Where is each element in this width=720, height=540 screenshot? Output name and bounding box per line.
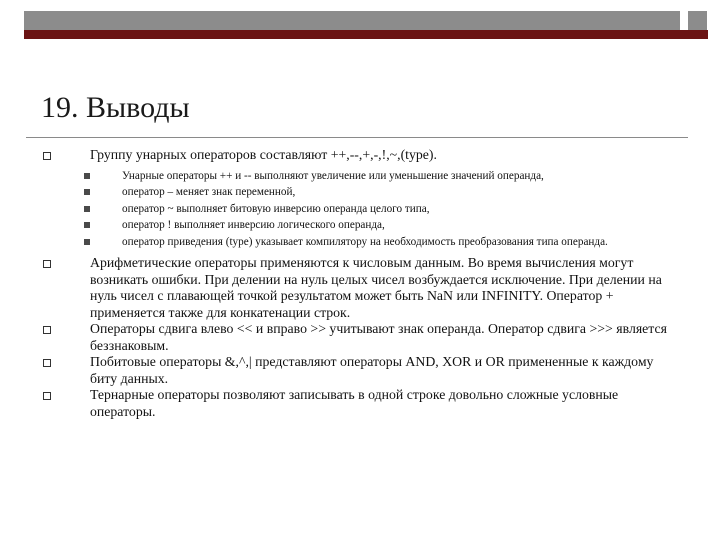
bullet-text: Арифметические операторы применяются к числовым данным. Во время вычисления могут возникать ошибки. При делении на нуль целых чисел возбуждается исключение. При делении на нуль чисел с плавающей точкой результатом может быть NaN или INFINITY. Оператор + применяется также для конкатенации строк. (90, 255, 662, 320)
bullet-text: Операторы сдвига влево << и вправо >> учитывают знак операнда. Оператор сдвига >>> является беззнаковым. (90, 321, 667, 353)
title-divider (26, 137, 688, 138)
bullet-text: Тернарные операторы позволяют записывать в одной строке довольно сложные условные операторы. (90, 387, 619, 419)
slide-body (0, 147, 720, 420)
sub-bullet-item (0, 201, 720, 218)
hollow-square-bullet-icon (43, 152, 51, 160)
sub-bullet-item (0, 168, 720, 185)
bullet-text: Группу унарных операторов составляют ++,--,+,-,!,~,(type). (90, 147, 437, 162)
sub-bullet-text: оператор ~ выполняет битовую инверсию операнда целого типа, (122, 202, 430, 215)
hollow-square-bullet-icon (43, 359, 51, 367)
sub-bullet-item (0, 234, 720, 251)
top-decorative-bar (0, 0, 720, 40)
filled-square-bullet-icon (84, 239, 90, 245)
bullet-point-1 (0, 147, 720, 164)
filled-square-bullet-icon (84, 206, 90, 212)
filled-square-bullet-icon (84, 189, 90, 195)
bullet-point-4 (0, 354, 720, 387)
sub-bullet-list (0, 168, 720, 251)
bullet-text: Побитовые операторы &,^,| представляют операторы AND, XOR и OR примененные к каждому биту данных. (90, 354, 654, 386)
hollow-square-bullet-icon (43, 326, 51, 334)
sub-bullet-text: оператор приведения (type) указывает компилятору на необходимость преобразования типа операнда. (122, 235, 608, 248)
filled-square-bullet-icon (84, 222, 90, 228)
bullet-point-2 (0, 255, 720, 321)
header-grey-block (24, 11, 680, 30)
sub-bullet-text: Унарные операторы ++ и -- выполняют увеличение или уменьшение значений операнда, (122, 169, 544, 182)
header-red-line (24, 30, 708, 39)
filled-square-bullet-icon (84, 173, 90, 179)
sub-bullet-item (0, 184, 720, 201)
sub-bullet-text: оператор – меняет знак переменной, (122, 186, 296, 198)
header-grey-square (688, 11, 707, 30)
sub-bullet-item (0, 217, 720, 234)
hollow-square-bullet-icon (43, 260, 51, 268)
sub-bullet-text: оператор ! выполняет инверсию логического операнда, (122, 219, 385, 231)
hollow-square-bullet-icon (43, 392, 51, 400)
bullet-point-5 (0, 387, 720, 420)
slide-title: 19. Выводы (41, 91, 190, 124)
bullet-point-3 (0, 321, 720, 354)
